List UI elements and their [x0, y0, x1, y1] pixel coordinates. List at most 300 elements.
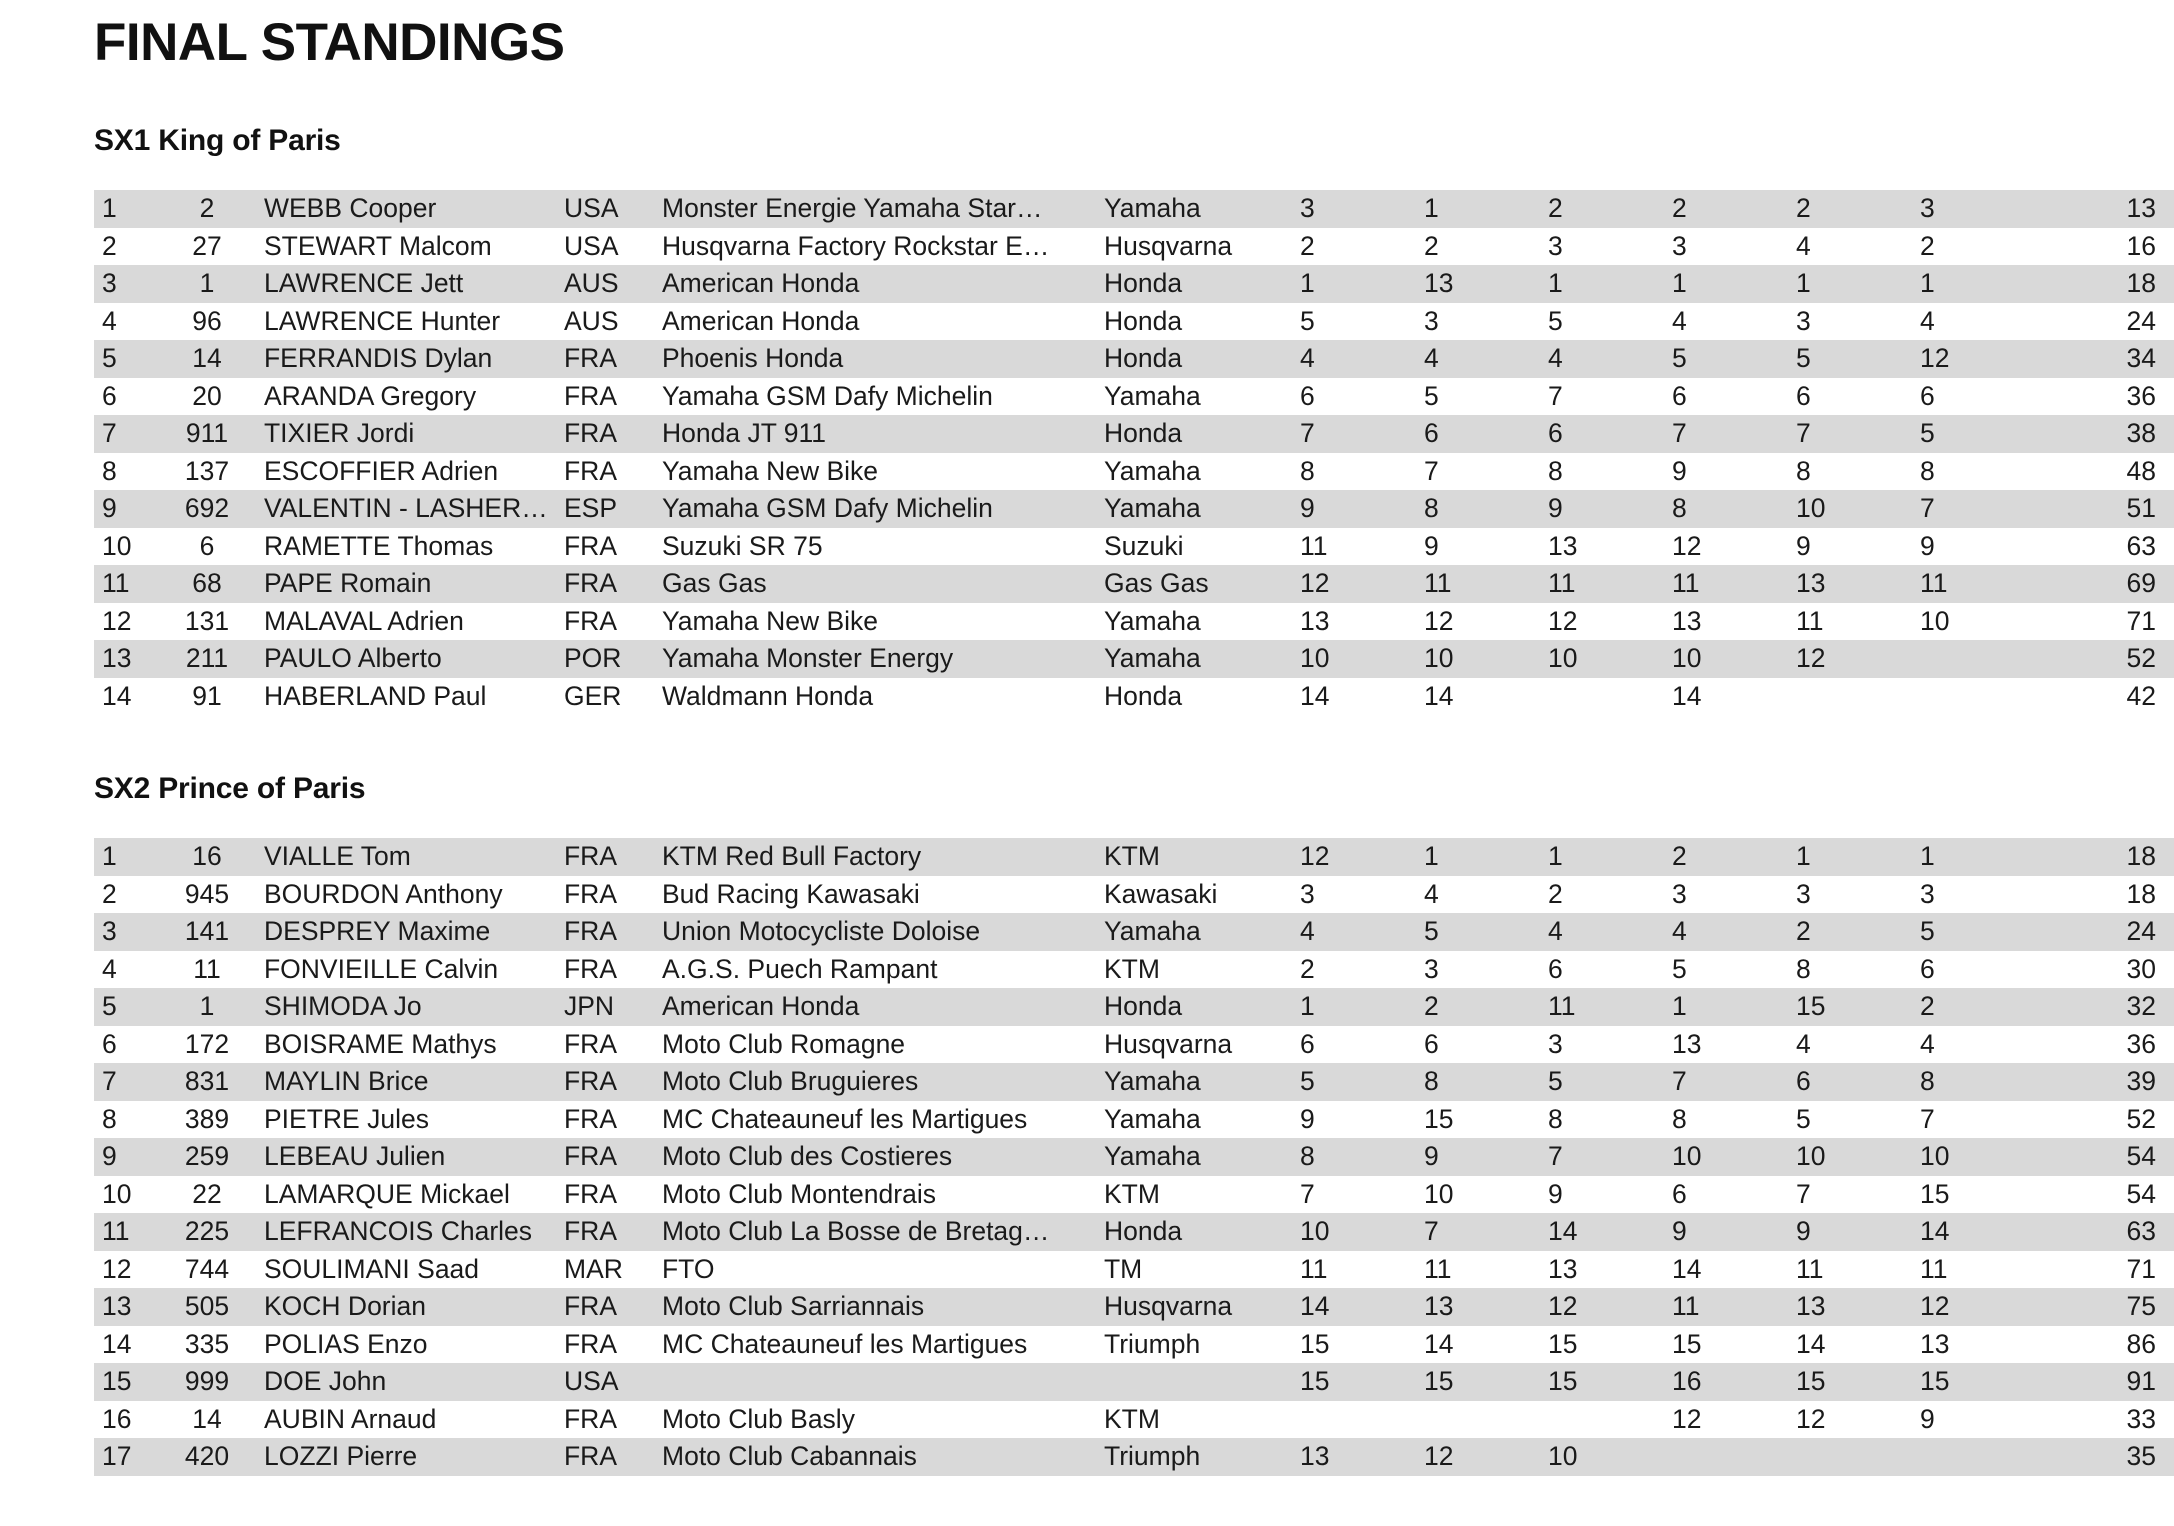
score-cell-5: 3: [1796, 878, 1811, 909]
position-cell: 6: [102, 380, 117, 411]
bike-cell: Yamaha: [1104, 493, 1201, 523]
score-cell-5: 8: [1796, 455, 1811, 486]
score-cell-4: 5: [1672, 343, 1687, 373]
score-cell-3: 8: [1548, 1103, 1563, 1134]
score-cell-5: [1790, 678, 1914, 716]
score-cell-4: 7: [1672, 418, 1687, 448]
score-cell-3: 10: [1548, 643, 1578, 673]
score-cell-4: 11: [1672, 568, 1700, 598]
position-cell: 14: [102, 680, 132, 711]
score-cell-1: 9: [1300, 493, 1315, 523]
score-cell-2: 3: [1424, 305, 1439, 336]
team-cell: Moto Club Sarriannais: [662, 1291, 925, 1321]
team-cell: KTM Red Bull Factory: [662, 841, 922, 871]
rider-number-cell: 744: [184, 1253, 230, 1284]
score-cell-6: 2: [1920, 991, 1935, 1021]
score-cell-2: 5: [1424, 380, 1439, 411]
score-cell-1: 15: [1300, 1366, 1330, 1396]
nationality-cell: FRA: [564, 343, 617, 373]
total-cell: 16: [2126, 230, 2156, 261]
table-row: [94, 1213, 2174, 1251]
score-cell-3: 4: [1548, 343, 1563, 373]
bike-cell: Yamaha: [1104, 1066, 1201, 1096]
score-cell-6: 8: [1920, 1066, 1935, 1096]
nationality-cell: FRA: [564, 1291, 617, 1321]
score-cell-3: 6: [1548, 418, 1563, 448]
rider-number-cell: 911: [185, 418, 229, 448]
score-cell-1: 8: [1300, 1141, 1315, 1171]
score-cell-2: 6: [1424, 1028, 1439, 1059]
score-cell-3: 15: [1548, 1366, 1578, 1396]
score-cell-1: 1: [1300, 991, 1315, 1021]
position-cell: 13: [102, 1291, 132, 1321]
score-cell-4: 10: [1672, 1141, 1702, 1171]
table-row: [94, 876, 2174, 914]
table-row: [94, 190, 2174, 228]
score-cell-3: 11: [1548, 991, 1576, 1021]
score-cell-4: 9: [1672, 455, 1687, 486]
rider-number-cell: 389: [184, 1103, 230, 1134]
team-cell: Suzuki SR 75: [662, 530, 823, 561]
nationality-cell: FRA: [564, 1178, 617, 1209]
team-cell: Bud Racing Kawasaki: [662, 878, 920, 909]
bike-cell: Husqvarna: [1104, 230, 1233, 261]
nationality-cell: FRA: [564, 605, 617, 636]
score-cell-3: 14: [1548, 1216, 1578, 1246]
bike-cell: Honda: [1104, 343, 1183, 373]
score-cell-3: 7: [1548, 380, 1563, 411]
bike-cell: Honda: [1104, 1216, 1183, 1246]
total-cell: 75: [2126, 1291, 2156, 1321]
score-cell-4: 10: [1672, 643, 1702, 673]
score-cell-6: 10: [1920, 605, 1950, 636]
rider-name-cell: ESCOFFIER Adrien: [264, 455, 499, 486]
score-cell-6: 6: [1920, 380, 1935, 411]
score-cell-3: 12: [1548, 605, 1578, 636]
score-cell-2: 7: [1424, 455, 1439, 486]
score-cell-3: 3: [1548, 230, 1563, 261]
team-cell: Honda JT 911: [662, 418, 827, 448]
score-cell-6: [1914, 1438, 2038, 1476]
team-cell: A.G.S. Puech Rampant: [662, 953, 938, 984]
team-cell: Waldmann Honda: [662, 680, 874, 711]
bike-cell: Honda: [1104, 305, 1183, 336]
total-cell: 18: [2126, 268, 2156, 298]
score-cell-2: 14: [1424, 680, 1454, 711]
rider-name-cell: SOULIMANI Saad: [264, 1253, 480, 1284]
score-cell-2: 1: [1424, 841, 1439, 871]
section-sx1-title-wrap: [94, 124, 2174, 170]
score-cell-5: 7: [1796, 418, 1811, 448]
team-cell: Yamaha GSM Dafy Michelin: [662, 380, 993, 411]
rider-name-cell: PAPE Romain: [264, 568, 432, 598]
position-cell: 10: [102, 1178, 132, 1209]
total-cell: 54: [2126, 1178, 2156, 1209]
score-cell-6: 12: [1920, 343, 1950, 373]
bike-cell: Yamaha: [1104, 1103, 1201, 1134]
table-row: [94, 1326, 2174, 1364]
nationality-cell: FRA: [564, 1216, 617, 1246]
total-cell: 54: [2126, 1141, 2156, 1171]
score-cell-1: 8: [1300, 455, 1315, 486]
total-cell: 18: [2126, 841, 2156, 871]
position-cell: 9: [102, 493, 117, 523]
rider-name-cell: MAYLIN Brice: [264, 1066, 429, 1096]
rider-name-cell: LAWRENCE Jett: [264, 268, 464, 298]
score-cell-3: 3: [1548, 1028, 1563, 1059]
score-cell-1: 7: [1300, 1178, 1315, 1209]
score-cell-5: 1: [1796, 841, 1811, 871]
bike-cell: Honda: [1104, 680, 1183, 711]
score-cell-6: 11: [1920, 568, 1948, 598]
rider-number-cell: 137: [184, 455, 230, 486]
team-cell: [662, 1363, 1104, 1401]
score-cell-6: 15: [1920, 1366, 1950, 1396]
bike-cell: KTM: [1104, 1403, 1160, 1434]
score-cell-3: 7: [1548, 1141, 1563, 1171]
score-cell-2: 12: [1424, 1441, 1454, 1471]
score-cell-6: 3: [1920, 878, 1935, 909]
score-cell-1: 4: [1300, 343, 1315, 373]
position-cell: 11: [102, 1216, 130, 1246]
score-cell-5: [1790, 1438, 1914, 1476]
score-cell-2: 4: [1424, 878, 1439, 909]
score-cell-2: 2: [1424, 230, 1439, 261]
score-cell-1: 6: [1300, 380, 1315, 411]
nationality-cell: FRA: [564, 1328, 617, 1359]
position-cell: 1: [102, 193, 117, 223]
bike-cell: Husqvarna: [1104, 1028, 1233, 1059]
table-row: [94, 228, 2174, 266]
rider-name-cell: AUBIN Arnaud: [264, 1403, 437, 1434]
score-cell-5: 11: [1796, 1253, 1824, 1284]
score-cell-3: 10: [1548, 1441, 1578, 1471]
score-cell-4: 14: [1672, 680, 1702, 711]
rider-number-cell: 91: [192, 680, 222, 711]
score-cell-1: 13: [1300, 605, 1330, 636]
score-cell-1: 2: [1300, 953, 1315, 984]
score-cell-2: 14: [1424, 1328, 1454, 1359]
score-cell-2: 8: [1424, 1066, 1439, 1096]
score-cell-5: 4: [1796, 1028, 1811, 1059]
score-cell-2: 7: [1424, 1216, 1439, 1246]
position-cell: 15: [102, 1366, 132, 1396]
score-cell-5: 13: [1796, 568, 1826, 598]
rider-name-cell: POLIAS Enzo: [264, 1328, 428, 1359]
rider-name-cell: LOZZI Pierre: [264, 1441, 418, 1471]
score-cell-4: 11: [1672, 1291, 1700, 1321]
team-cell: Moto Club des Costieres: [662, 1141, 953, 1171]
position-cell: 8: [102, 1103, 117, 1134]
score-cell-6: 15: [1920, 1178, 1950, 1209]
team-cell: American Honda: [662, 268, 860, 298]
score-cell-4: 12: [1672, 530, 1702, 561]
section-sx2-title-wrap: [94, 772, 2174, 818]
rider-number-cell: 945: [184, 878, 230, 909]
team-cell: FTO: [662, 1253, 715, 1284]
score-cell-2: 10: [1424, 1178, 1454, 1209]
score-cell-4: 16: [1672, 1366, 1702, 1396]
bike-cell: Yamaha: [1104, 193, 1201, 223]
nationality-cell: FRA: [564, 1028, 617, 1059]
nationality-cell: FRA: [564, 1066, 617, 1096]
score-cell-3: 13: [1548, 530, 1578, 561]
total-cell: 42: [2126, 680, 2156, 711]
rider-number-cell: 2: [199, 193, 215, 223]
score-cell-6: 5: [1920, 916, 1935, 946]
score-cell-1: 9: [1300, 1103, 1315, 1134]
score-cell-3: 6: [1548, 953, 1563, 984]
bike-cell: Husqvarna: [1104, 1291, 1233, 1321]
score-cell-3: 13: [1548, 1253, 1578, 1284]
rider-number-cell: 22: [192, 1178, 222, 1209]
score-cell-6: 2: [1920, 230, 1935, 261]
nationality-cell: FRA: [564, 380, 617, 411]
table-row: [94, 303, 2174, 341]
score-cell-4: 6: [1672, 1178, 1687, 1209]
score-cell-3: 1: [1548, 841, 1563, 871]
score-cell-6: [1914, 678, 2038, 716]
score-cell-4: 14: [1672, 1253, 1702, 1284]
score-cell-6: 10: [1920, 1141, 1950, 1171]
rider-number-cell: 999: [184, 1366, 230, 1396]
position-cell: 4: [102, 305, 117, 336]
nationality-cell: USA: [564, 1366, 619, 1396]
total-cell: 35: [2126, 1441, 2156, 1471]
bike-cell: Yamaha: [1104, 455, 1201, 486]
score-cell-3: 1: [1548, 268, 1563, 298]
team-cell: Monster Energie Yamaha Star…: [662, 193, 1043, 223]
score-cell-2: 6: [1424, 418, 1439, 448]
team-cell: Phoenis Honda: [662, 343, 844, 373]
team-cell: Moto Club La Bosse de Bretag…: [662, 1216, 1050, 1246]
score-cell-3: 9: [1548, 493, 1563, 523]
table-row: [94, 1251, 2174, 1289]
rider-name-cell: BOISRAME Mathys: [264, 1028, 497, 1059]
score-cell-4: 3: [1672, 230, 1687, 261]
score-cell-1: 11: [1300, 530, 1328, 561]
bike-cell: Yamaha: [1104, 605, 1201, 636]
score-cell-2: 13: [1424, 268, 1454, 298]
position-cell: 2: [102, 230, 117, 261]
score-cell-3: 11: [1548, 568, 1576, 598]
score-cell-2: 9: [1424, 530, 1439, 561]
score-cell-1: 12: [1300, 568, 1330, 598]
position-cell: 6: [102, 1028, 117, 1059]
rider-name-cell: KOCH Dorian: [264, 1291, 426, 1321]
position-cell: 8: [102, 455, 117, 486]
nationality-cell: FRA: [564, 953, 617, 984]
team-cell: Moto Club Montendrais: [662, 1178, 936, 1209]
page-title: FINAL STANDINGS: [94, 13, 565, 72]
score-cell-5: 15: [1796, 991, 1826, 1021]
bike-cell: Kawasaki: [1104, 878, 1218, 909]
score-cell-3: [1542, 678, 1666, 716]
score-cell-4: 2: [1672, 841, 1687, 871]
score-cell-2: 12: [1424, 605, 1454, 636]
score-cell-6: 9: [1920, 530, 1935, 561]
score-cell-3: 15: [1548, 1328, 1578, 1359]
score-cell-2: [1418, 1401, 1542, 1439]
score-cell-4: 5: [1672, 953, 1687, 984]
rider-number-cell: 14: [192, 1403, 222, 1434]
table-row: [94, 1138, 2174, 1176]
score-cell-2: 11: [1424, 568, 1452, 598]
score-cell-4: 8: [1672, 1103, 1687, 1134]
table-row: [94, 565, 2174, 603]
total-cell: 36: [2126, 1028, 2156, 1059]
table-row: [94, 913, 2174, 951]
position-cell: 10: [102, 530, 132, 561]
standings-body-sx2: [94, 838, 2174, 1476]
score-cell-5: 9: [1796, 530, 1811, 561]
nationality-cell: FRA: [564, 1141, 617, 1171]
rider-name-cell: DOE John: [264, 1366, 387, 1396]
position-cell: 17: [102, 1441, 132, 1471]
position-cell: 13: [102, 643, 132, 673]
score-cell-3: 12: [1548, 1291, 1578, 1321]
score-cell-1: 5: [1300, 1066, 1315, 1096]
bike-cell: Yamaha: [1104, 643, 1201, 673]
score-cell-4: 4: [1672, 916, 1687, 946]
score-cell-5: 12: [1796, 1403, 1826, 1434]
rider-number-cell: 335: [184, 1328, 230, 1359]
rider-name-cell: WEBB Cooper: [264, 193, 437, 223]
rider-name-cell: STEWART Malcom: [264, 230, 492, 261]
score-cell-5: 9: [1796, 1216, 1811, 1246]
table-row: [94, 838, 2174, 876]
rider-number-cell: 96: [192, 305, 222, 336]
score-cell-2: 4: [1424, 343, 1439, 373]
bike-cell: Triumph: [1104, 1328, 1201, 1359]
rider-name-cell: LEFRANCOIS Charles: [264, 1216, 533, 1246]
total-cell: 91: [2126, 1366, 2156, 1396]
rider-number-cell: 20: [192, 380, 222, 411]
rider-number-cell: 14: [192, 343, 222, 373]
table-row: [94, 1401, 2174, 1439]
rider-number-cell: 16: [192, 841, 222, 871]
position-cell: 14: [102, 1328, 132, 1359]
table-row: [94, 1026, 2174, 1064]
team-cell: Moto Club Romagne: [662, 1028, 906, 1059]
total-cell: 34: [2126, 343, 2156, 373]
score-cell-6: 5: [1920, 418, 1935, 448]
nationality-cell: MAR: [564, 1253, 623, 1284]
rider-name-cell: PAULO Alberto: [264, 643, 442, 673]
bike-cell: KTM: [1104, 953, 1160, 984]
rider-name-cell: ARANDA Gregory: [264, 380, 477, 411]
section-sx2-title: SX2 Prince of Paris: [94, 772, 366, 805]
score-cell-5: 3: [1796, 305, 1811, 336]
score-cell-1: 11: [1300, 1253, 1328, 1284]
score-cell-5: 15: [1796, 1366, 1826, 1396]
score-cell-1: 4: [1300, 916, 1315, 946]
team-cell: Gas Gas: [662, 568, 767, 598]
nationality-cell: FRA: [564, 418, 617, 448]
table-row: [94, 1063, 2174, 1101]
score-cell-5: 10: [1796, 493, 1826, 523]
score-cell-6: 4: [1920, 305, 1935, 336]
score-cell-3: 8: [1548, 455, 1563, 486]
table-row: [94, 678, 2174, 716]
team-cell: Moto Club Cabannais: [662, 1441, 917, 1471]
position-cell: 9: [102, 1141, 117, 1171]
rider-number-cell: 1: [199, 991, 215, 1021]
nationality-cell: GER: [564, 680, 622, 711]
table-row: [94, 1363, 2174, 1401]
score-cell-6: 13: [1920, 1328, 1950, 1359]
rider-number-cell: 131: [184, 605, 230, 636]
nationality-cell: FRA: [564, 1441, 617, 1471]
rider-name-cell: RAMETTE Thomas: [264, 530, 494, 561]
score-cell-6: 6: [1920, 953, 1935, 984]
score-cell-1: 5: [1300, 305, 1315, 336]
nationality-cell: ESP: [564, 493, 618, 523]
score-cell-2: 15: [1424, 1366, 1454, 1396]
team-cell: MC Chateauneuf les Martigues: [662, 1103, 1028, 1134]
score-cell-1: 6: [1300, 1028, 1315, 1059]
score-cell-4: 12: [1672, 1403, 1702, 1434]
section-sx1: [94, 124, 2174, 715]
total-cell: 86: [2126, 1328, 2156, 1359]
table-row: [94, 951, 2174, 989]
rider-number-cell: 27: [192, 230, 222, 261]
rider-number-cell: 1: [199, 268, 215, 298]
score-cell-2: 1: [1424, 193, 1439, 223]
table-row: [94, 1101, 2174, 1139]
table-row: [94, 640, 2174, 678]
total-cell: 48: [2126, 455, 2156, 486]
team-cell: Moto Club Basly: [662, 1403, 855, 1434]
score-cell-6: 8: [1920, 455, 1935, 486]
total-cell: 38: [2126, 418, 2156, 448]
total-cell: 30: [2126, 953, 2156, 984]
total-cell: 51: [2126, 493, 2156, 523]
score-cell-1: 15: [1300, 1328, 1330, 1359]
score-cell-4: [1666, 1438, 1790, 1476]
score-cell-2: 13: [1424, 1291, 1454, 1321]
score-cell-6: 7: [1920, 1103, 1935, 1134]
rider-number-cell: 225: [184, 1216, 230, 1246]
rider-name-cell: FERRANDIS Dylan: [264, 343, 493, 373]
table-row: [94, 340, 2174, 378]
table-row: [94, 1288, 2174, 1326]
position-cell: 2: [102, 878, 117, 909]
score-cell-1: 13: [1300, 1441, 1330, 1471]
rider-name-cell: HABERLAND Paul: [264, 680, 487, 711]
total-cell: 33: [2126, 1403, 2156, 1434]
score-cell-4: 8: [1672, 493, 1687, 523]
position-cell: 3: [102, 268, 117, 298]
score-cell-6: 11: [1920, 1253, 1948, 1284]
rider-number-cell: 211: [185, 643, 229, 673]
score-cell-5: 6: [1796, 380, 1811, 411]
score-cell-6: 4: [1920, 1028, 1935, 1059]
score-cell-6: 1: [1920, 268, 1935, 298]
score-cell-2: 11: [1424, 1253, 1452, 1284]
total-cell: 71: [2126, 605, 2156, 636]
table-row: [94, 378, 2174, 416]
total-cell: 69: [2126, 568, 2156, 598]
table-row: [94, 265, 2174, 303]
total-cell: 18: [2126, 878, 2156, 909]
nationality-cell: POR: [564, 643, 622, 673]
score-cell-5: 14: [1796, 1328, 1826, 1359]
rider-name-cell: LEBEAU Julien: [264, 1141, 446, 1171]
score-cell-3: [1542, 1401, 1666, 1439]
score-cell-4: 13: [1672, 1028, 1702, 1059]
nationality-cell: FRA: [564, 878, 617, 909]
